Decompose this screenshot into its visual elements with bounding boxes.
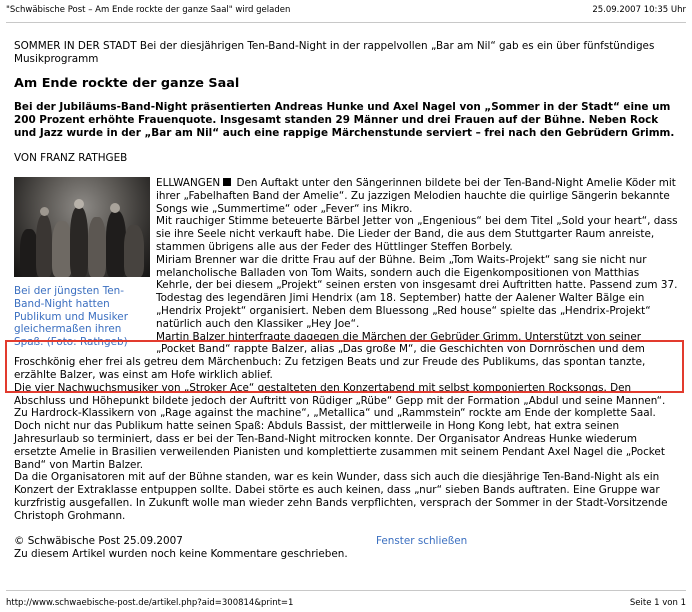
article-paragraph-5: Die vier Nachwuchsmusiker von „Stroker Ace“ gestalteten den Konzertabend mit selbst komponierten Rocksongs. Den Abschluss und Höhepunkt bildete jedoch der Auftritt von Rüdiger „Rübe“ Gepp mit der Formation „Abdul und seine Mannen“. Zu Hardrock-Klassikern von „Rage against the machine“, „Metallica“ und „Rammstein“ rockte am Ende der komplette Saal. <box>14 381 666 420</box>
article-paragraph-1-text: Den Auftakt unter den Sängerinnen bildete bei der Ten-Band-Night Amelie Köder mit ihrer „Fabelhaften Band der Amelie“. Zu jazzigen Melodien hauchte die quirlige Sängerin bekannte Songs wie „Summertime“ oder „Fever“ ins Mikro. <box>156 177 676 215</box>
article-paragraph-4: Martin Balzer hinterfragte dagegen die Märchen der Gebrüder Grimm. Unterstützt von seiner „Pocket Band“ rappte Balzer, alias „Das große M“, die Geschichten von Dornröschen und dem Froschkönig eher frei als getreu dem Märchenbuch: Zu fetzigen Beats und zur Freude des Publikums, das spontan tanzte, erzählte Balzer, was einst am Hofe wirklich ablief. <box>14 330 646 381</box>
article-paragraph-2: Mit rauchiger Stimme beteuerte Bärbel Jetter von „Engenious“ bei dem Titel „Sold your heart“, dass sie ihre Seele nicht verkauft habe. Die Lieder der Band, die aus dem Stuttgarter Raum anreiste, stammen übrigens alle aus der Feder des Hüttlinger Steffen Borbely. <box>156 215 678 253</box>
header-divider <box>6 22 686 23</box>
page-url: http://www.schwaebische-post.de/artikel.php?aid=300814&print=1 <box>6 598 294 608</box>
dateline-square-icon <box>223 178 231 186</box>
copyright: © Schwäbische Post 25.09.2007 <box>14 534 183 547</box>
article-footer <box>14 535 678 548</box>
article-intro: Bei der Jubiläums-Band-Night präsentierten Andreas Hunke und Axel Nagel von „Sommer in der Stadt“ eine um 200 Prozent erhöhte Frauenquote. Insgesamt standen 29 Männer und drei Frauen auf der Bühne. Neben Rock und Jazz wurde in der „Bar am Nil“ auch eine rappige Märchenstunde serviert – frei nach den Gebrüdern Grimm. <box>14 101 675 139</box>
article-paragraph-6: Doch nicht nur das Publikum hatte seinen Spaß: Abduls Bassist, der mittlerweile in Hong Kong lebt, hat extra seinen Jahresurlaub so terminiert, dass er bei der Ten-Band-Night mitrocken konnte. Der Organisator Andreas Hunke wiederum ersetzte Amelie in Brasilien verweilenden Pianisten und komplettierte zusammen mit seinem Pendant Axel Nagel die „Pocket Band“ von Martin Balzer. <box>14 420 665 471</box>
article-paragraph-3: Miriam Brenner war die dritte Frau auf der Bühne. Beim „Tom Waits-Projekt“ sang sie nicht nur melancholische Balladen von Tom Waits, sondern auch die Eigenkompositionen von Matthias Kehrle, der bei diesem „Projekt“ seinen ersten von insgesamt drei Auftritten hatte. Passend zum 37. Todestag des legendären Jimi Hendrix (am 18. September) hatte der Aalener Walter Bälge ein „Hendrix Projekt“ organisiert. Neben dem Bluessong „Red house“ spielte das „Hendrix-Projekt“ natürlich auch den Klassiker „Hey Joe“. <box>156 253 678 330</box>
article-paragraph-7: Da die Organisatoren mit auf der Bühne standen, war es kein Wunder, dass sich auch die diesjährige Ten-Band-Night als ein Konzert der Extraklasse entpuppen sollte. Dabei störte es auch keinen, dass „nur“ sieben Bands auftraten. Eine Gruppe war kurzfristig ausgefallen. In Zukunft wolle man wieder zehn Bands verpflichten, versprach der Sommer in der Stadt-Vorsitzende Christoph Grohmann. <box>14 471 668 522</box>
dateline: ELLWANGEN <box>156 177 221 189</box>
photo-caption: Bei der jüngsten Ten-Band-Night hatten Publikum und Musiker gleichermaßen ihren Spaß. (Foto: Rathgeb) <box>14 285 128 349</box>
print-footer <box>6 598 686 608</box>
footer-divider <box>6 590 686 591</box>
article-headline: Am Ende rockte der ganze Saal <box>14 76 240 91</box>
print-header <box>6 5 686 15</box>
comments-note: Zu diesem Artikel wurden noch keine Kommentare geschrieben. <box>14 547 348 560</box>
print-header-timestamp: 25.09.2007 10:35 Uhr <box>592 5 686 15</box>
article <box>14 40 678 561</box>
article-figure <box>14 177 150 349</box>
print-header-title: "Schwäbische Post – Am Ende rockte der ganze Saal" wird geladen <box>6 5 291 15</box>
article-overline: SOMMER IN DER STADT Bei der diesjährigen Ten-Band-Night in der rappelvollen „Bar am Nil“ gab es ein über fünfstündiges Musikprogramm <box>14 40 655 65</box>
article-author: VON FRANZ RATHGEB <box>14 152 128 164</box>
article-body <box>14 177 678 523</box>
page-number: Seite 1 von 1 <box>629 598 686 608</box>
close-window-link[interactable]: Fenster schließen <box>376 534 468 547</box>
concert-photo <box>14 177 150 277</box>
